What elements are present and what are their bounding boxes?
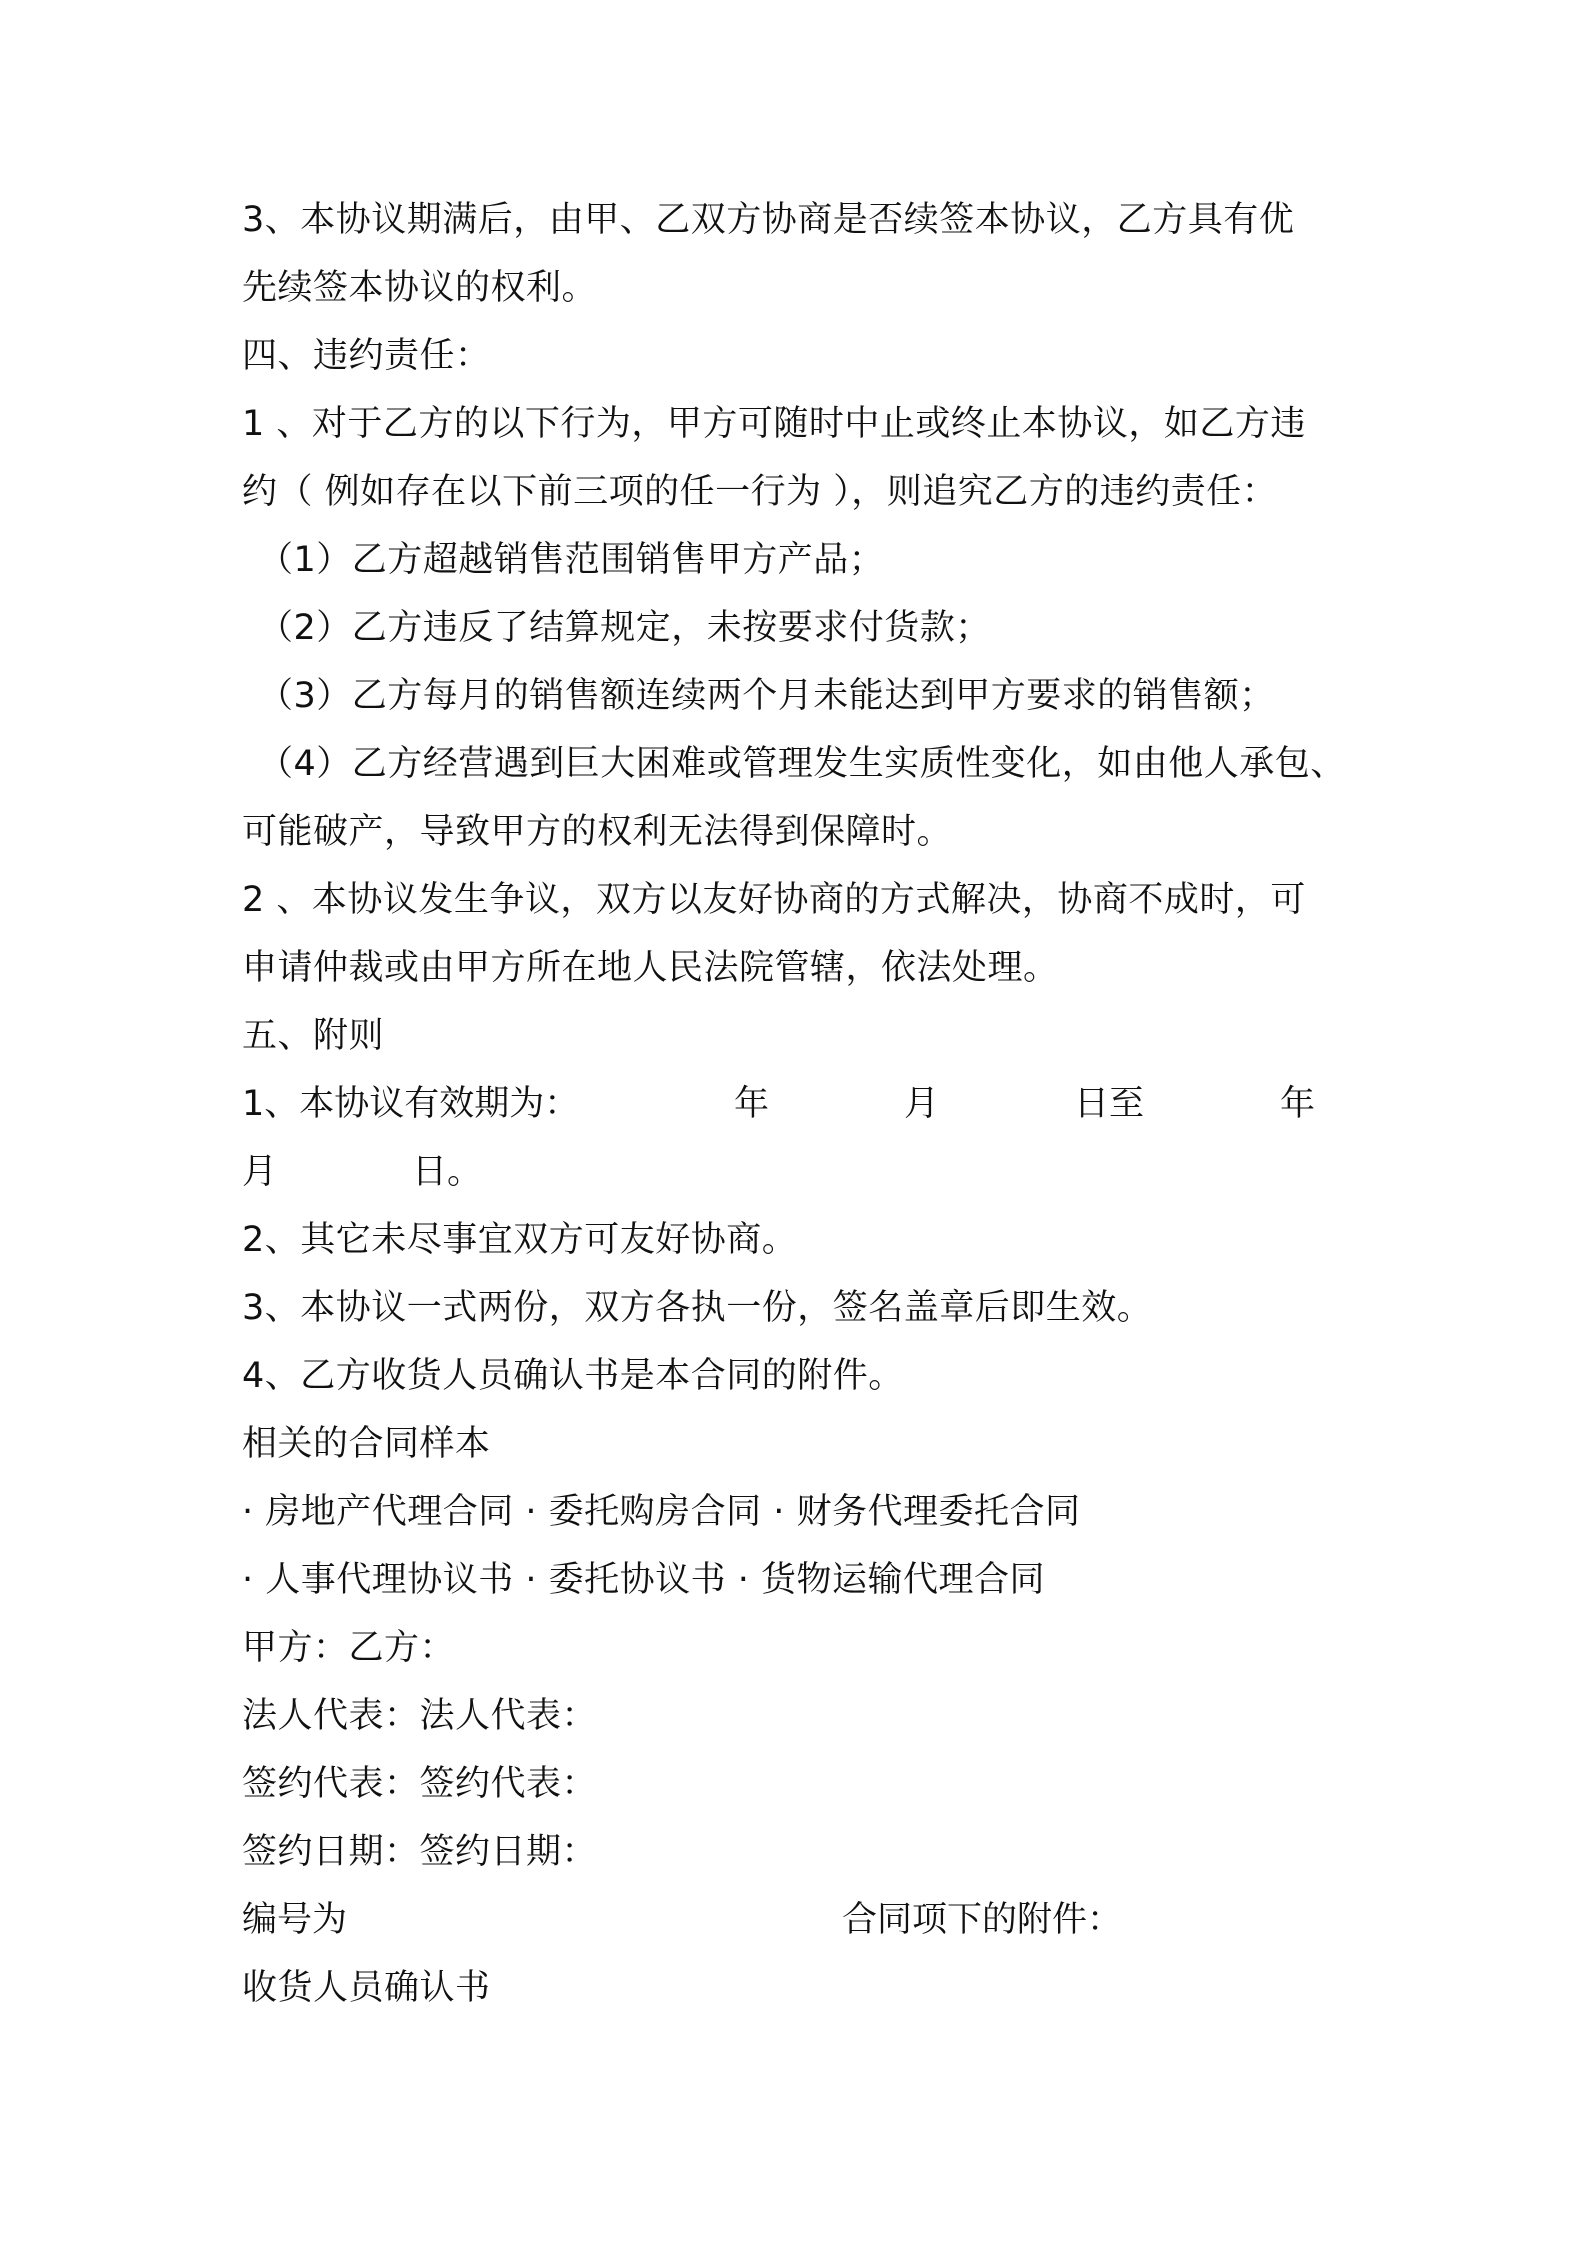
attachment-label: 合同项下的附件： bbox=[842, 1900, 1123, 1940]
misc-clause-4: 4、乙方收货人员确认书是本合同的附件。 bbox=[242, 1356, 904, 1396]
clause-3-renewal-line-2: 先续签本协议的权利。 bbox=[242, 268, 598, 308]
related-samples-row-2: · 人事代理协议书 · 委托协议书 · 货物运输代理合同 bbox=[242, 1560, 1046, 1600]
party-labels: 甲方：乙方： bbox=[242, 1628, 456, 1668]
validity-day-2: 日。 bbox=[412, 1152, 483, 1192]
breach-item-1: （1）乙方超越销售范围销售甲方产品； bbox=[258, 540, 885, 580]
breach-item-3: （3）乙方每月的销售额连续两个月未能达到甲方要求的销售额； bbox=[258, 676, 1275, 716]
breach-clause-1-line-2: 约（ 例如存在以下前三项的任一行为 ），则追究乙方的违约责任： bbox=[242, 472, 1278, 512]
validity-label: 1、本协议有效期为： bbox=[242, 1084, 580, 1124]
section-5-heading: 五、附则 bbox=[242, 1016, 385, 1056]
misc-clause-2: 2、其它未尽事宜双方可友好协商。 bbox=[242, 1220, 798, 1260]
related-samples-row-1: · 房地产代理合同 · 委托购房合同 · 财务代理委托合同 bbox=[242, 1492, 1081, 1532]
validity-year-1: 年 bbox=[734, 1084, 770, 1124]
validity-day-to: 日至 bbox=[1074, 1084, 1145, 1124]
clause-3-renewal-line-1: 3、本协议期满后，由甲、乙双方协商是否续签本协议，乙方具有优 bbox=[242, 200, 1295, 240]
breach-item-4-line-1: （4）乙方经营遇到巨大困难或管理发生实质性变化，如由他人承包、 bbox=[258, 744, 1346, 784]
breach-item-2: （2）乙方违反了结算规定，未按要求付货款； bbox=[258, 608, 991, 648]
breach-item-4-line-2: 可能破产，导致甲方的权利无法得到保障时。 bbox=[242, 812, 953, 852]
signing-date-labels: 签约日期：签约日期： bbox=[242, 1832, 598, 1872]
dispute-clause-line-1: 2 、本协议发生争议，双方以友好协商的方式解决，协商不成时，可 bbox=[242, 880, 1306, 920]
dispute-clause-line-2: 申请仲裁或由甲方所在地人民法院管辖，依法处理。 bbox=[242, 948, 1059, 988]
section-4-heading: 四、违约责任： bbox=[242, 336, 491, 376]
signing-representative-labels: 签约代表：签约代表： bbox=[242, 1764, 598, 1804]
breach-clause-1-line-1: 1 、对于乙方的以下行为，甲方可随时中止或终止本协议，如乙方违 bbox=[242, 404, 1306, 444]
validity-year-2: 年 bbox=[1280, 1084, 1316, 1124]
numbering-label: 编号为 bbox=[242, 1900, 348, 1940]
validity-month-1: 月 bbox=[904, 1084, 940, 1124]
receiver-confirmation-title: 收货人员确认书 bbox=[242, 1968, 491, 2008]
misc-clause-3: 3、本协议一式两份，双方各执一份，签名盖章后即生效。 bbox=[242, 1288, 1153, 1328]
validity-month-2: 月 bbox=[242, 1152, 278, 1192]
related-samples-heading: 相关的合同样本 bbox=[242, 1424, 491, 1464]
legal-representative-labels: 法人代表：法人代表： bbox=[242, 1696, 598, 1736]
